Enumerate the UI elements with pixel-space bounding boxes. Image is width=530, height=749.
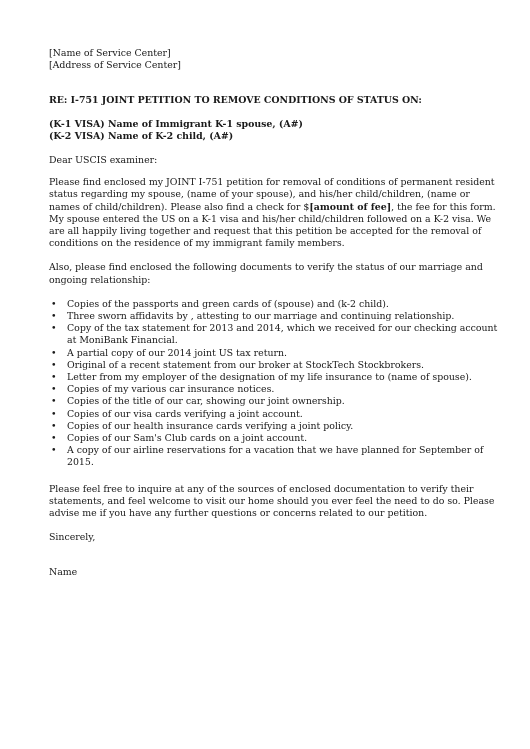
- intro-paragraph: [49, 177, 500, 250]
- intro-text-end: , the fee for this form. My spouse entered the US on a K-1 visa and his/her child/children followed on a K-2 visa. We are all happily living together and request that this petition be accepted for the removal of conditions on the residence of my immigrant family members.: [49, 201, 496, 250]
- list-item: • Copies of the title of our car, showing our joint ownership.: [67, 396, 500, 408]
- list-item: • Copies of our health insurance cards verifying a joint policy.: [67, 421, 500, 433]
- closing-paragraph: Please feel free to inquire at any of the sources of enclosed documentation to verify their statements, and feel welcome to visit our home should you ever feel the need to do so. Please advise me if you have any further questions or concerns related to our petition.: [49, 483, 495, 520]
- list-item: • Letter from my employer of the designation of my life insurance to (name of spouse).: [67, 372, 500, 384]
- service-center-address: [Address of Service Center]: [49, 60, 181, 72]
- documents-list: [49, 299, 500, 470]
- list-item: • Original of a recent statement from our broker at StockTech Stockbrokers.: [67, 360, 500, 372]
- salutation: Dear USCIS examiner:: [49, 155, 158, 167]
- recipient-address: [49, 48, 500, 72]
- k2-beneficiary: (K-2 VISA) Name of K-2 child, (A#): [49, 130, 234, 142]
- signature-name: Name: [49, 566, 78, 578]
- service-center-name: [Name of Service Center]: [49, 48, 171, 59]
- list-item: • Copies of our visa cards verifying a joint account.: [67, 409, 500, 421]
- list-item: • Copies of my various car insurance notices.: [67, 384, 500, 396]
- k1-beneficiary: (K-1 VISA) Name of Immigrant K-1 spouse, (A#): [49, 118, 303, 130]
- list-item: • A copy of our airline reservations for a vacation that we have planned for September of 2015.: [67, 445, 500, 469]
- intro-text-start: Please find enclosed my JOINT I-751 petition for removal of conditions of permanent resident status regarding my spouse, (name of your spouse), and his/her child/children, (name or names of child/children). Please also find a check for $: [49, 177, 495, 213]
- list-item: • Three sworn affidavits by , attesting to our marriage and continuing relationship.: [67, 311, 500, 323]
- closing-salutation: Sincerely,: [49, 532, 96, 544]
- list-item: • A partial copy of our 2014 joint US tax return.: [67, 348, 500, 360]
- beneficiaries: [49, 119, 500, 143]
- list-item: • Copy of the tax statement for 2013 and 2014, which we received for our checking account at MoniBank Financial.: [67, 323, 500, 347]
- documents-intro-paragraph: Also, please find enclosed the following documents to verify the status of our marriage and ongoing relationship:: [49, 262, 483, 286]
- list-item: • Copies of the passports and green cards of (spouse) and (k-2 child).: [67, 299, 500, 311]
- list-item: • Copies of our Sam's Club cards on a joint account.: [67, 433, 500, 445]
- subject-line: RE: I-751 JOINT PETITION TO REMOVE CONDITIONS OF STATUS ON:: [49, 95, 422, 107]
- fee-amount: [amount of fee]: [309, 201, 392, 213]
